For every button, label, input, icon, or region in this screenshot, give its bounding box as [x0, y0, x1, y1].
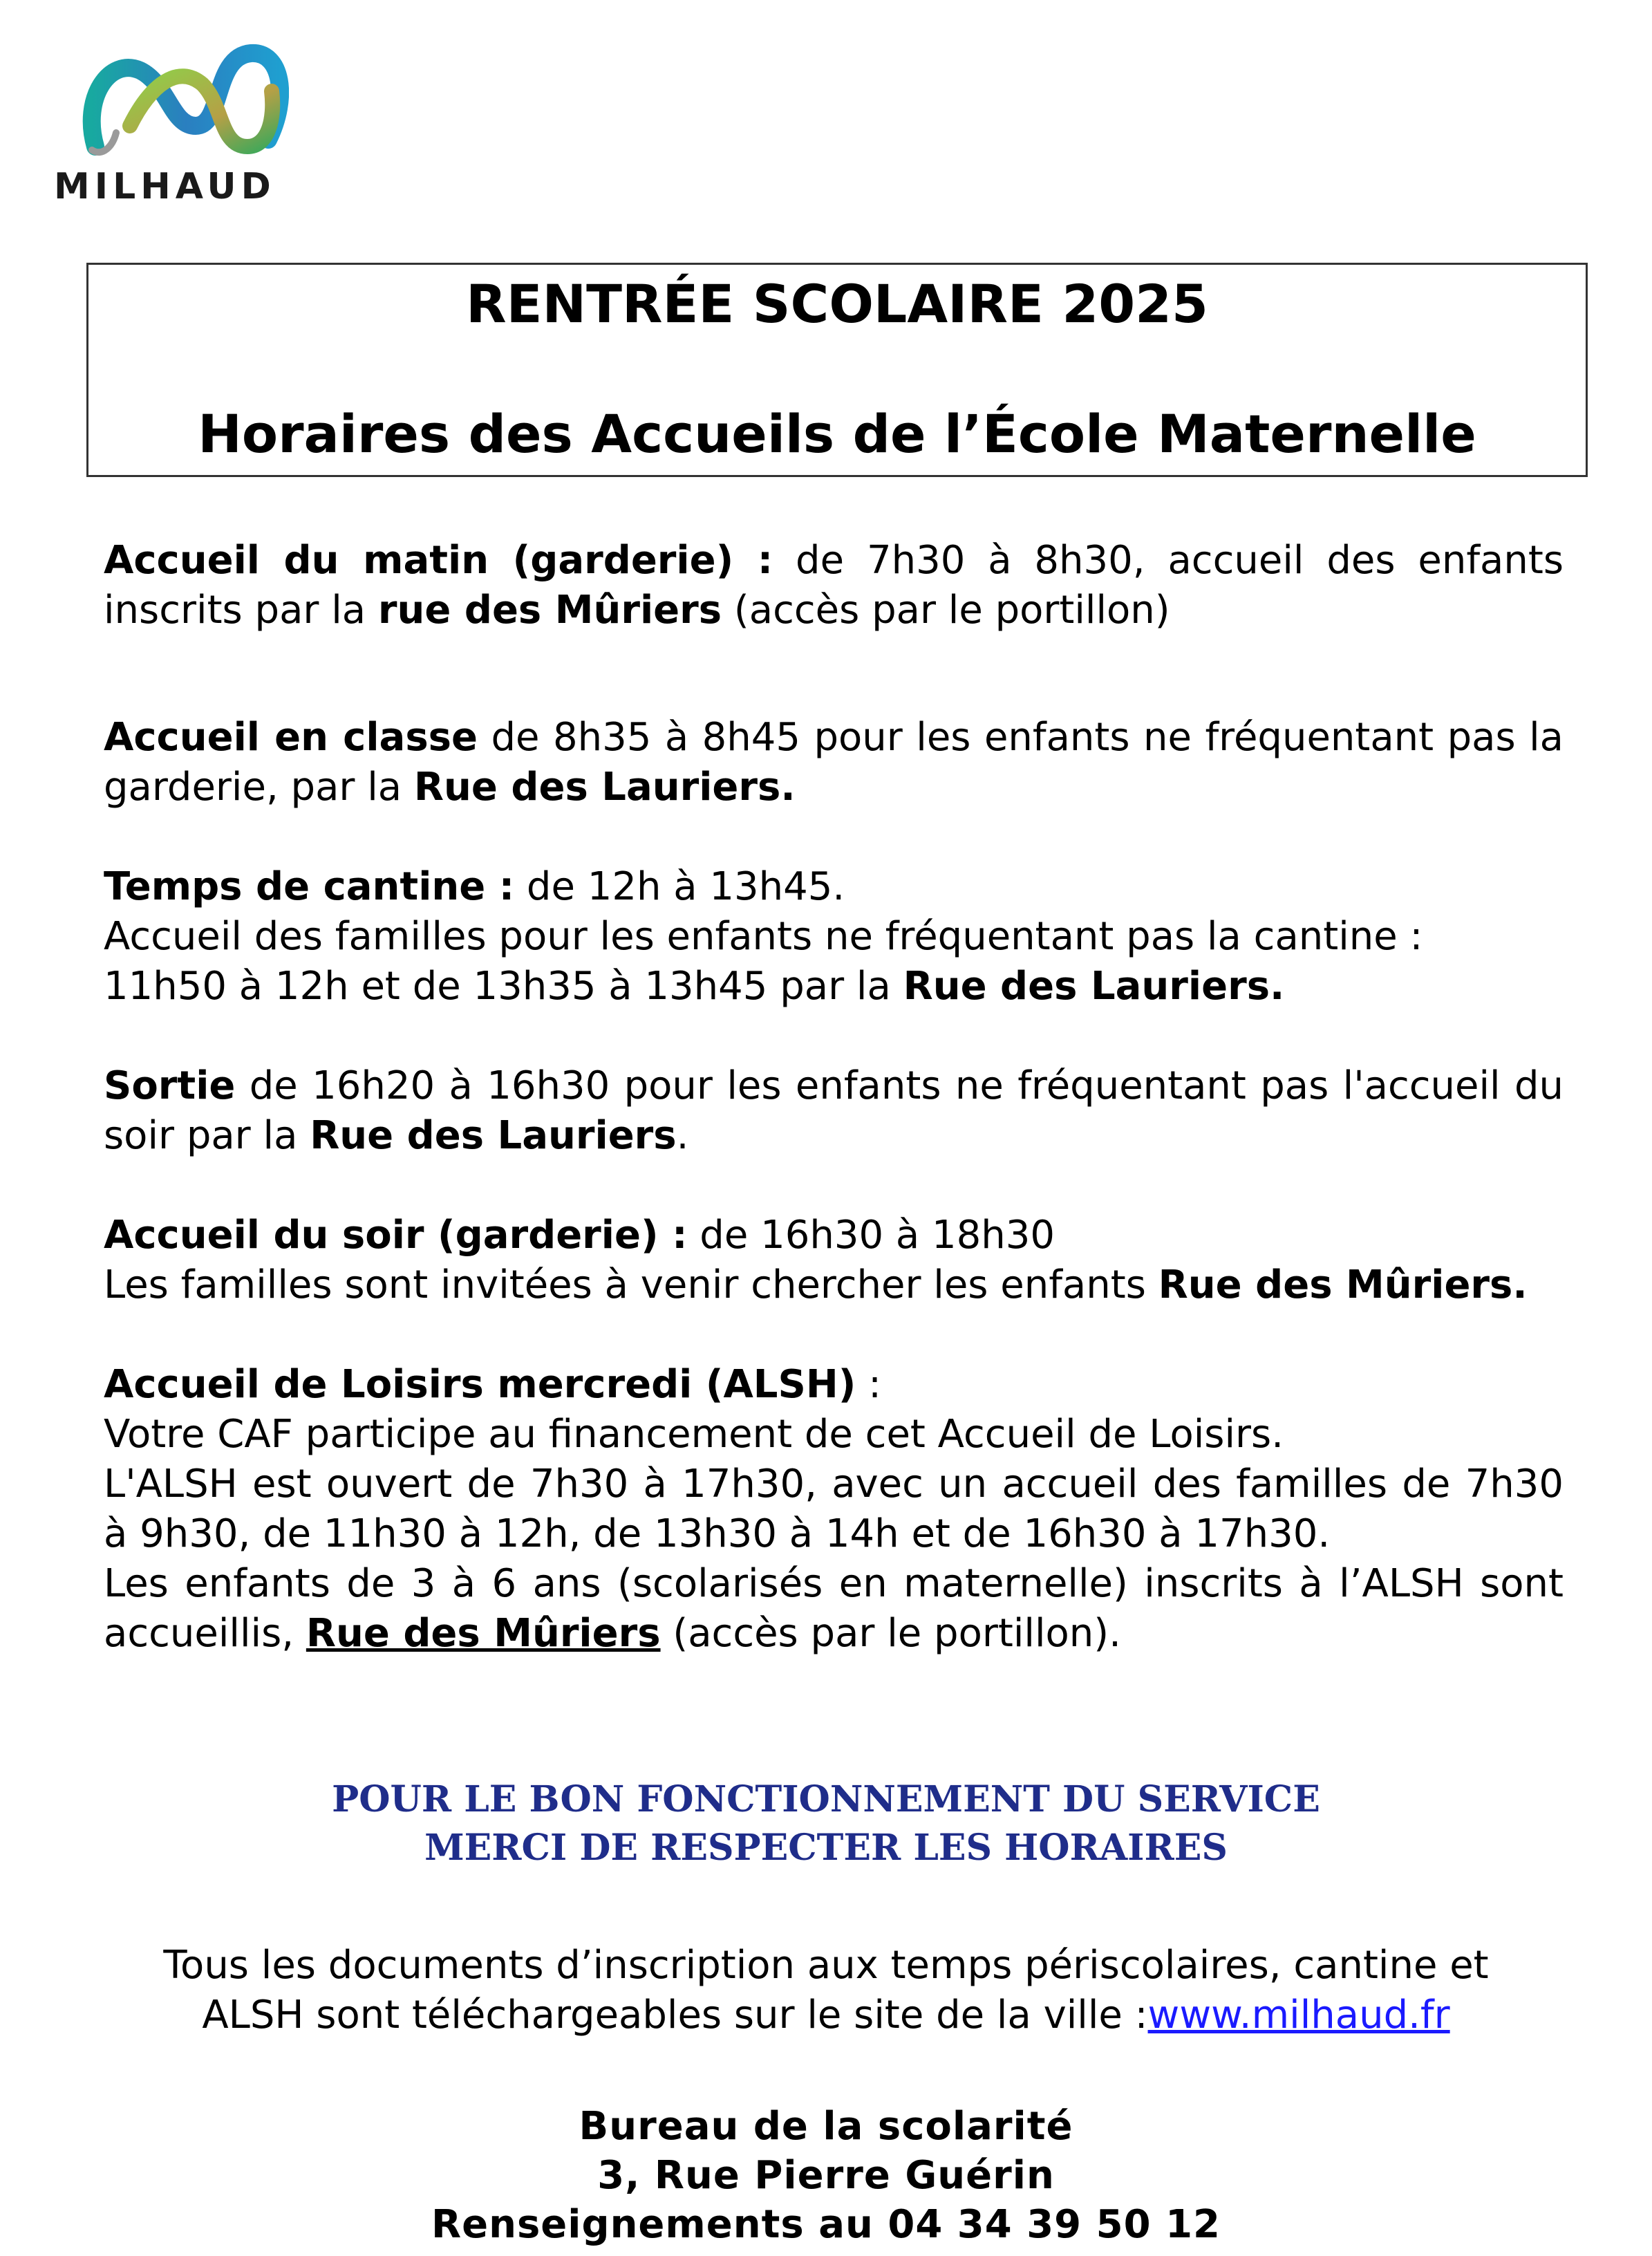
title-line-2: Horaires des Accueils de l’École Maternelle	[198, 403, 1476, 465]
bureau-phone: Renseignements au 04 34 39 50 12	[431, 2202, 1221, 2247]
cantine-line-3: 11h50 à 12h et de 13h35 à 13h45 par la	[104, 964, 903, 1009]
classe-street: Rue des Lauriers.	[413, 765, 796, 810]
website-link[interactable]: www.milhaud.fr	[1147, 1993, 1450, 2038]
classe-text: de 8h35 à 8h45 pour les enfants ne fréquentant pas la garderie, par la	[104, 715, 1564, 810]
title-line-1: RENTRÉE SCOLAIRE 2025	[466, 273, 1208, 335]
soir-street: Rue des Mûriers.	[1158, 1262, 1528, 1307]
alsh-street: Rue des Mûriers	[306, 1611, 661, 1656]
milhaud-logo	[54, 43, 303, 209]
section-alsh	[104, 1360, 1564, 1659]
alsh-access: (accès par le portillon).	[660, 1611, 1121, 1656]
cantine-line-2: Accueil des familles pour les enfants ne fréquentant pas la cantine :	[104, 914, 1423, 959]
section-matin	[104, 536, 1564, 635]
soir-label: Accueil du soir (garderie) :	[104, 1213, 688, 1258]
documents-line-2-text: ALSH sont téléchargeables sur le site de la ville :	[202, 1993, 1148, 2038]
cantine-label: Temps de cantine :	[104, 864, 515, 909]
documents-line-2	[0, 1991, 1652, 2040]
section-sortie	[104, 1061, 1564, 1161]
section-classe	[104, 713, 1564, 812]
bureau-name: Bureau de la scolarité	[579, 2104, 1073, 2149]
sortie-end: .	[676, 1113, 689, 1158]
soir-text: de 16h30 à 18h30	[687, 1213, 1055, 1258]
documents-info	[0, 1941, 1652, 2040]
section-cantine	[104, 862, 1564, 1012]
matin-access: (accès par le portillon)	[722, 588, 1170, 633]
cantine-text: de 12h à 13h45.	[514, 864, 845, 909]
alsh-line-2: Votre CAF participe au financement de cet Accueil de Loisirs.	[104, 1412, 1284, 1457]
sortie-text: de 16h20 à 16h30 pour les enfants ne fréquentant pas l'accueil du soir par la	[104, 1063, 1564, 1158]
notice-line-1: POUR LE BON FONCTIONNEMENT DU SERVICE	[332, 1778, 1320, 1820]
logo-text: MILHAUD	[54, 166, 276, 207]
notice	[0, 1775, 1652, 1872]
section-soir	[104, 1211, 1564, 1310]
documents-line-1: Tous les documents d’inscription aux temps périscolaires, cantine et	[163, 1943, 1489, 1988]
soir-line-2: Les familles sont invitées à venir chercher les enfants	[104, 1262, 1158, 1307]
alsh-line-4: Les enfants de 3 à 6 ans (scolarisés en maternelle) inscrits à l’ALSH sont accueillis,	[104, 1561, 1564, 1656]
title-box	[86, 263, 1588, 477]
classe-label: Accueil en classe	[104, 715, 478, 760]
schedule-content	[104, 536, 1564, 1659]
notice-line-2: MERCI DE RESPECTER LES HORAIRES	[424, 1827, 1228, 1869]
bureau-contact	[0, 2102, 1652, 2249]
sortie-label: Sortie	[104, 1063, 236, 1108]
alsh-label: Accueil de Loisirs mercredi (ALSH)	[104, 1362, 856, 1407]
alsh-colon: :	[856, 1362, 881, 1407]
matin-text: de 7h30 à 8h30, accueil des enfants inscrits par la	[104, 538, 1564, 633]
matin-street: rue des Mûriers	[377, 588, 722, 633]
alsh-line-3: L'ALSH est ouvert de 7h30 à 17h30, avec un accueil des familles de 7h30 à 9h30, de 11h30 à 12h, de 13h30 à 14h et de 16h30 à 17h30.	[104, 1462, 1564, 1556]
bureau-address: 3, Rue Pierre Guérin	[597, 2153, 1055, 2198]
matin-label: Accueil du matin (garderie) :	[104, 538, 773, 583]
sortie-street: Rue des Lauriers	[310, 1113, 677, 1158]
milhaud-logo-mark	[82, 43, 289, 160]
cantine-street: Rue des Lauriers.	[903, 964, 1285, 1009]
